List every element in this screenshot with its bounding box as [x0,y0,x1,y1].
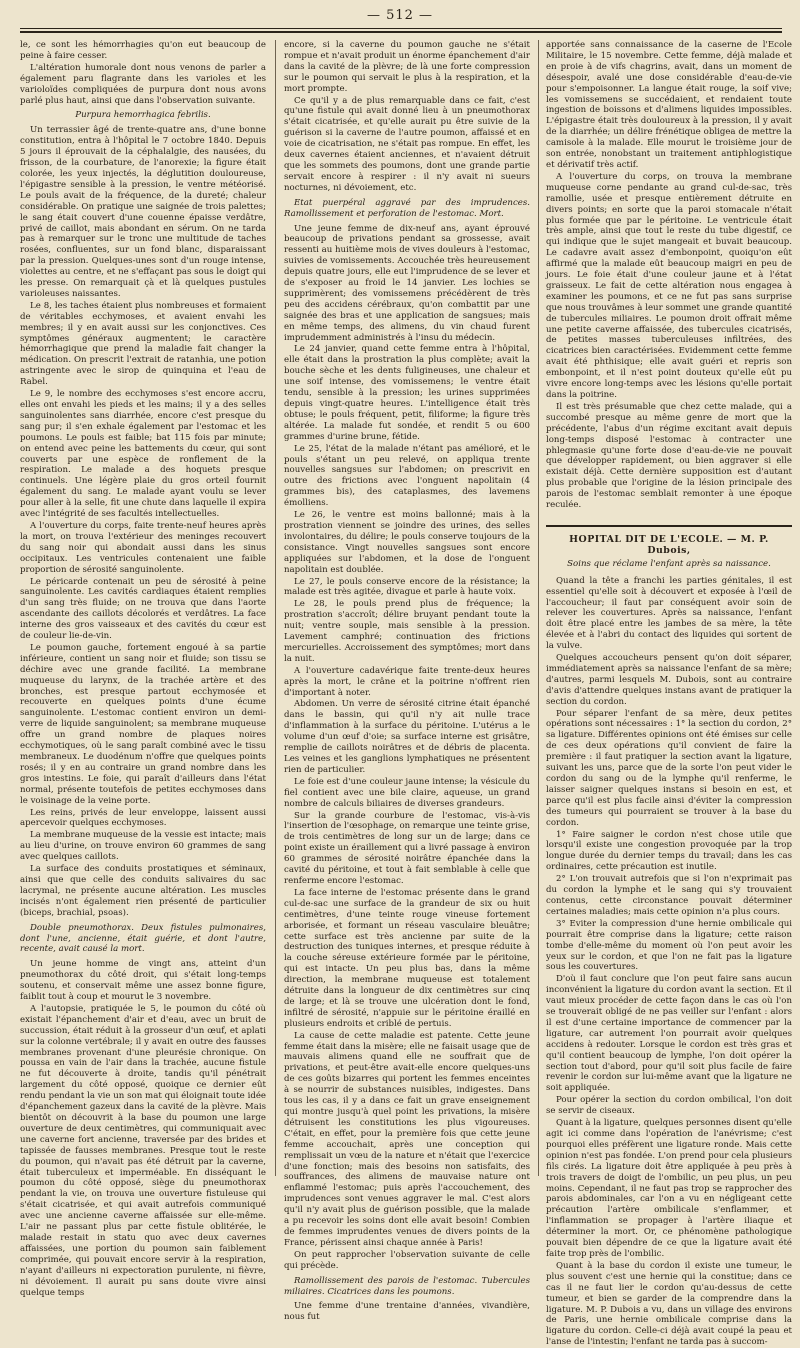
column-divider [538,40,539,1176]
header-rule [20,28,782,29]
paragraph: Une jeune femme de dix-neuf ans, ayant éprouvé beaucoup de privations pendant sa grossesse, avait ressenti au huitième mois de vives douleurs à l'estomac, suivies de vomissements. Accouchée très heureusement depuis quatre jours, elle eut l'imprudence de se lever et de s'exposer au froid le 14 janvier. Les lochies se supprimèrent; des vomissemens précédèrent de très peu des accidens cérébraux, qu'on combattit par une saignée des bras et une application de sangsues; mais en même temps, des alimens, du vin chaud furent imprudemment administrés à l'insu du médecin. [284,223,530,343]
paragraph: Quant à la ligature, quelques personnes disent qu'elle agit ici comme dans l'opération de l'anévrisme; c'est pourquoi elles préfèrent une ligature ronde. Mais cette opinion n'est pas fondée. L'on prend pour cela plusieurs fils cirés. La ligature doit être appliquée à peu près à trois travers de doigt de l'ombilic, un peu plus, un peu moins. Cependant, il ne faut pas trop se rapprocher des parois abdominales, car l'on a vu en négligeant cette précaution l'artère ombilicale s'enflammer, et l'inflammation se propager à l'artère iliaque et déterminer la mort. Or, ce phénomène pathologique pouvait bien dépendre de ce que la ligature avait été faite trop près de l'ombilic. [546,1118,792,1259]
case-title: Double pneumothorax. Deux fistules pulmonaires, dont l'une, ancienne, était guérie, et dont l'autre, recente, avait causé la mort. [20,922,266,955]
paragraph: La surface des conduits prostatiques et séminaux, ainsi que que celle des conduits salivaires du sac lacrymal, ne présente aucune altération. Les muscles incisés n'ont également rien présenté de particulier (biceps, brachial, psoas). [20,864,266,918]
paragraph: Le 9, le nombre des ecchymoses s'est encore accru, elles ont envahi les pieds et les mains; il y a des selles sanguinolentes sans diarrhée, encore c'est presque du sang pur; il s'en exhale également par l'estomac et les poumons. Le pouls est faible; bat 115 fois par minute; on entend avec peine les battements du cœur, qui sont couverts par une espèce de ronflement de la respiration. Le malade a des hoquets presque continuels. Une légère plaie du gros orteil fournit également du sang. Le malade ayant voulu se lever pour aller à la selle, fit une chute dans laquelle il expira avec l'intégrité de ses facultés intellectuelles. [20,389,266,520]
column-3 [546,40,792,1348]
header-rule-thick [20,31,782,33]
paragraph: Les reins, privés de leur enveloppe, laissent aussi apercevoir quelques ecchymoses. [20,807,266,829]
paragraph: Pour opérer la section du cordon ombilical, l'on doit se servir de ciseaux. [546,1095,792,1117]
page-number: — 512 — [366,8,434,23]
paragraph: A l'ouverture cadavérique faite trente-deux heures après la mort, le crâne et la poitrine n'offrent rien d'important à noter. [284,665,530,698]
paragraph: La cause de cette maladie est patente. Cette jeune femme était dans la misère; elle ne faisait usage que de mauvais alimens quand elle ne souffrait que de privations, et peut-être avait-elle encore quelques-uns de ces goûts bizarres qui portent les femmes enceintes à se nourrir de substances nuisibles, indigestes. Dans tous les cas, il y a dans ce fait un grave enseignement qui montre jusqu'à quel point les privations, la misère détruisent les constitutions les plus vigoureuses. C'était, en effet, pour la première fois que cette jeune femme accouchait, après une conception qui remplissait un vœu de la nature et n'était que l'exercice d'une fonction; mais des besoins non satisfaits, des souffrances, des alimens de mauvaise nature ont enflammé l'estomac; puis après l'accouchement, des imprudences sont venues aggraver le mal. C'est alors qu'il n'y avait plus de guérison possible, que la malade a pu recevoir les soins dont elle avait besoin! Combien de femmes imprudentes venues de divers points de la France, périssent ainsi chaque année à Paris! [284,1030,530,1248]
paragraph: A l'ouverture du corps, on trouva la membrane muqueuse corne pendante au grand cul-de-sac, très ramollie, usée et presque entièrement détruite en divers points; en sorte que la paroi stomacale n'était plus formée que par le péritoine. Le ventricule était très ample, ainsi que tout le reste du tube digestif, ce qui indique que le sujet mangeait et buvait beaucoup. Le cadavre avait assez d'embonpoint, quoiqu'on eût affirmé que la malade eût beaucoup maigri en peu de jours. Le foie était d'une couleur jaune et à l'état graisseux. Le fait de cette altération nous engagea à examiner les poumons, et ce ne fut pas sans surprise que nous trouvâmes à leur sommet une grande quantité de tubercules miliaires. Le poumon droit offrait même une petite caverne affaissée, des tubercules cicatrisés, de petites masses tuberculeuses infiltrées, des cicatrices bien caractérisées. Evidemment cette femme avait été phthisique; elle avait guéri et repris son embonpoint, et il n'est point douteux qu'elle eût pu vivre encore long-temps avec les lésions qu'elle portait dans la poitrine. [546,171,792,400]
paragraph: Le 28, le pouls prend plus de fréquence; la prostration s'accroît; délire bruyant pendant toute la nuit; ventre souple, mais sensible à la pression. Lavement camphré; continuation des frictions mercurielles. Accroissement des symptômes; mort dans la nuit. [284,599,530,664]
paragraph: On peut rapprocher l'observation suivante de celle qui précède. [284,1249,530,1271]
case-title: Purpura hemorrhagica febrilis. [75,110,211,121]
column-1 [20,40,266,1298]
paragraph: La membrane muqueuse de la vessie est intacte; mais au lieu d'urine, on trouve environ 60 grammes de sang avec quelques caillots. [20,830,266,863]
paragraph: A l'ouverture du corps, faite trente-neuf heures après la mort, on trouva l'extérieur des meninges recouvert du sang noir qui abondait aussi dans les sinus occipitaux. Les ventricules contenaient une faible proportion de sérosité sanguinolente. [20,520,266,575]
paragraph: Quant à la base du cordon il existe une tumeur, le plus souvent c'est une hernie qui la constitue; dans ce cas il ne faut lier le cordon qu'au-dessus de cette tumeur, et bien se garder de la comprendre dans la ligature. M. P. Dubois a vu, dans un village des environs de Paris, une hernie ombilicale comprise dans la ligature du cordon. Celle-ci déjà avait coupé la peau et l'anse de l'intestin; l'enfant ne tarda pas à succom- [546,1260,792,1348]
paragraph: Le 8, les taches étaient plus nombreuses et formaient de véritables ecchymoses, et avaient envahi les membres; il y en avait aussi sur les conjonctives. Ces symptômes généraux augmentent; le caractère hémorrhagique que prend la maladie fait changer la médication. On prescrit l'extrait de ratanhia, une potion astringente avec le sirop de quinquina et l'eau de Rabel. [20,300,266,388]
paragraph: Le 26, le ventre est moins ballonné; mais à la prostration viennent se joindre des urines, des selles involontaires, du délire; le pouls conserve toujours de la consistance. Vingt nouvelles sangsues sont encore appliquées sur l'abdomen, et la dose de l'onguent napolitain est doublée. [284,510,530,575]
paragraph: A l'autopsie, pratiquée le 5, le poumon du côté où existait l'épanchement d'air et d'eau, avec un bruit de succussion, était réduit à la grosseur d'un œuf, et aplati sur la colonne vertébrale; il y avait en outre des fausses membranes provenant d'une pleurésie chronique. On poussa en vain de l'air dans la trachée, aucune fistule ne fut découverte à droite, tandis qu'il pénétrait largement du côté opposé, quoique ce dernier eût rendu pendant la vie un son mat qui éloignait toute idée d'épanchement gazeux dans la cavité de la plèvre. Mais bientôt on découvrit à la base du poumon une large ouverture de deux centimètres, qui communiquait avec une caverne fort ancienne, traversée par des brides et tapissée de fausses membranes. Presque tout le reste du poumon, qui n'avait pas été détruit par la caverne, était tuberculeux et imperméable. En disséquant le poumon du côté opposé, siège du pneumothorax pendant la vie, on trouva une ouverture fistuleuse qui s'était cicatrisée, et qui avait autrefois communiqué avec une ancienne caverne affaissée sur elle-même. L'air ne passant plus par cette fistule oblitérée, le malade restait in statu quo avec deux cavernes affaissées, une portion du poumon sain faiblement comprimée, qui pouvait encore servir à la respiration, n'ayant d'ailleurs ni expectoration purulente, ni fièvre, ni dévoiement. Il aurait pu sans doute vivre ainsi quelque temps [20,1003,266,1298]
paragraph: Le 24 janvier, quand cette femme entra à l'hôpital, elle était dans la prostration la plus complète; avait la bouche sèche et les dents fuligineuses, une chaleur et une soif intense, des vomissemens; le ventre était tendu, sensible à la pression; les urines supprimées depuis vingt-quatre heures. L'intelligence était très obtuse; le pouls fréquent, petit, filiforme; la figure très altérée. La malade fut sondée, et rendit 5 ou 600 grammes d'urine brune, fétide. [284,344,530,442]
paragraph: Le foie est d'une couleur jaune intense; la vésicule du fiel contient avec une bile claire, aqueuse, un grand nombre de calculs biliaires de diverses grandeurs. [284,776,530,809]
column-2 [284,40,530,1323]
paragraph: Il est très présumable que chez cette malade, qui a succombé presque au même genre de mort que la précédente, l'abus d'un régime excitant avait depuis long-temps disposé l'estomac à contracter une phlegmasie qu'une forte dose d'eau-de-vie ne pouvait que développer rapidement, ou bien aggraver si elle existait déjà. Cette dernière supposition est d'autant plus probable que l'origine de la lésion principale des parois de l'estomac semblait remonter à une époque reculée. [546,401,792,511]
paragraph: 1° Faire saigner le cordon n'est chose utile que lorsqu'il existe une congestion provoquée par la trop longue durée du dernier temps du travail; dans les cas ordinaires, cette précaution est inutile. [546,829,792,873]
paragraph: Ce qu'il y a de plus remarquable dans ce fait, c'est qu'une fistule qui avait donné lieu à un pneumothorax s'était cicatrisée, et qu'elle aurait pu être suivie de la guérison si la caverne de l'autre poumon, affaissé et en voie de cicatrisation, ne s'était pas rompue. En effet, les deux cavernes étaient anciennes, et n'avaient détruit que les sommets des poumons, dont une grande partie servait encore à respirer : il n'y avait ni sueurs nocturnes, ni dévoiement, etc. [284,95,530,193]
column-divider [275,40,276,1176]
paragraph: Un terrassier âgé de trente-quatre ans, d'une bonne constitution, entra à l'hôpital le 7 octobre 1840. Depuis 5 jours il éprouvait de la céphalalgie, des nausées, du frisson, de la courbature, de l'anorexie; la figure était colorée, les yeux injectés, la déglutition douloureuse, l'épigastre sensible à la pression, le ventre météorisé. Le pouls avait de la fréquence, de la dureté; chaleur considérable. On pratique une saignée de trois palettes; le sang était couvert d'une couenne épaisse verdâtre, privé de caillot, mais abondant en sérum. On ne tarda pas à remarquer sur le tronc une multitude de taches rosées, confluentes, sur un fond blanc, disparaissant par la pression. Quelques-unes sont d'un rouge intense, violettes au centre, et ne s'effaçant pas sous le doigt qui les presse. On remarquait çà et là quelques pustules varioleuses naissantes. [20,125,266,299]
paragraph: 2° L'on trouvait autrefois que si l'on n'exprimait pas du cordon la lymphe et le sang qui s'y trouvaient contenus, cette circonstance pouvait déterminer certaines maladies; mais cette opinion n'a plus cours. [546,874,792,917]
paragraph: Une femme d'une trentaine d'années, vivandière, nous fut [284,1301,530,1323]
paragraph: Sur la grande courbure de l'estomac, vis-à-vis l'insertion de l'œsophage, on remarque une teinte grise, de trois centimètres de long sur un de large; dans ce point existe un éraillement qui a livré passage à environ 60 grammes de sérosité noirâtre épanchée dans la cavité du péritoine, et tout à fait semblable à celle que renferme encore l'estomac. [284,810,530,886]
hospital-heading: HOPITAL DIT DE L'ECOLE. — M. P. Dubois, [546,525,792,557]
paragraph: Un jeune homme de vingt ans, atteint d'un pneumothorax du côté droit, qui s'était long-temps soutenu, et conservait même une assez bonne figure, faiblit tout à coup et mourut le 3 novembre. [20,959,266,1003]
paragraph: encore, si la caverne du poumon gauche ne s'était rompue et n'avait produit un énorme épanchement d'air dans la cavité de la plèvre; de là une forte compression sur le poumon qui servait le plus à la respiration, et la mort prompte. [284,40,530,94]
paragraph: Abdomen. Un verre de sérosité citrine était épanché dans le bassin, qui qu'il n'y ait nulle trace d'inflammation à la surface du péritoine. L'utérus a le volume d'un œuf d'oie; sa surface interne est grisâtre, remplie de caillots noirâtres et de débris de placenta. Les veines et les ganglions lymphatiques ne présentent rien de particulier. [284,699,530,775]
paragraph: Le péricarde contenait un peu de sérosité à peine sanguinolente. Les cavités cardiaques étaient remplies d'un sang très fluide; on ne trouva que dans l'aorte ascendante des caillots décolorés et verdâtres. La face interne des gros vaisseaux et des cavités du cœur est de couleur lie-de-vin. [20,576,266,642]
paragraph: D'où il faut conclure que l'on peut faire sans aucun inconvénient la ligature du cordon avant la section. Et il vaut mieux procéder de cette façon dans le cas où l'on se trouverait obligé de ne pas veiller sur l'enfant : alors il est d'une certaine importance de commencer par la ligature, car autrement l'on pourrait avoir quelques accidens à redouter. Lorsque le cordon est très gras et qu'il contient beaucoup de lymphe, l'on doit opérer la section tout d'abord, pour qu'il soit plus facile de faire revenir le cordon sur lui-même avant que la ligature ne soit appliquée. [546,974,792,1094]
paragraph: La face interne de l'estomac présente dans le grand cul-de-sac une surface de la grandeur de six ou huit centimètres, d'une teinte rouge vineuse fortement arborisée, et formant un réseau vasculaire bleuâtre; cette surface est très ancienne par suite de la destruction des tuniques internes, et presque réduite à la couche séreuse extérieure formée par le péritoine, qui est intacte. Un peu plus bas, dans la même direction, la membrane muqueuse est totalement détruite dans la longueur de dix centimètres sur cinq de large; et là se trouve une ulcération dont le fond, infiltré de sérosité, n'appuie sur le péritoine éraillé en plusieurs endroits et criblé de pertuis. [284,887,530,1029]
paragraph: L'altération humorale dont nous venons de parler a également paru flagrante dans les varioles et les varioloïdes compliquées de purpura dont nous avons parlé plus haut, ainsi que dans l'observation suivante. [20,62,266,106]
hospital-subheading: Soins que réclame l'enfant après sa naissance. [567,558,771,569]
paragraph: Pour séparer l'enfant de sa mère, deux petites opérations sont nécessaires : 1° la section du cordon, 2° sa ligature. Différentes opinions ont été émises sur celle de ces deux opérations qu'il convient de faire la première : il faut pratiquer la section avant la ligature, suivant les uns, parce que de la sorte l'on peut vider le cordon du sang ou de la lymphe qu'il renferme, le laisser saigner quelques instans si besoin en est, et parce qu'il est plus facile ainsi d'éviter la compression des tumeurs qui pourraient se trouver à la base du cordon. [546,708,792,828]
paragraph: 3° Eviter la compression d'une hernie ombilicale qui pourrait être comprise dans la ligature; cette raison tombe d'elle-même du moment où l'on peut avoir les yeux sur le cordon, et que l'on ne fait pas la ligature sous les couvertures. [546,918,792,973]
paragraph: Le 27, le pouls conserve encore de la résistance; la malade est très agitée, divague et parle à haute voix. [284,576,530,598]
case-title: Ramollissement des parois de l'estomac. Tubercules miliaires. Cicatrices dans les poumons. [284,1275,530,1297]
paragraph: Quand la tête a franchi les parties génitales, il est essentiel qu'elle soit à découvert et exposée à l'œil de l'accoucheur; il faut par conséquent avoir soin de relever les couvertures. Après sa naissance, l'enfant doit être placé entre les jambes de sa mère, la tête élevée et à l'abri du contact des liquides qui sortent de la vulve. [546,575,792,652]
paragraph: Le 25, l'état de la malade n'étant pas amélioré, et le pouls s'étant un peu relevé, on appliqua trente nouvelles sangsues sur l'abdomen; on prescrivit en outre des frictions avec l'onguent napolitain (4 grammes bis), des cataplasmes, des lavemens émolliens. [284,443,530,509]
case-title: Etat puerpéral aggravé par des imprudences. Ramollissement et perforation de l'estomac. Mort. [284,197,530,219]
paragraph: le, ce sont les hémorrhagies qu'on eut beaucoup de peine à faire cesser. [20,40,266,61]
paragraph: Le poumon gauche, fortement engoué à sa partie inférieure, contient un sang noir et fluide; son tissu se déchire avec une grande facilité. La membrane muqueuse du larynx, de la trachée artère et des bronches, est presque partout ecchymosée et recouverte en quelques points d'une écume sanguinolente. L'estomac contient environ un demi-verre de liquide sanguinolent; sa membrane muqueuse offre un grand nombre de plaques noires ecchymotiques, où le sang paraît combiné avec le tissu membraneux. Le duodénum n'offre que quelques points rosés; il y en au contraire un grand nombre dans les gros intestins. Le foie, qui paraît d'ailleurs dans l'état normal, présente toutefois de petites ecchymoses dans le voisinage de la veine porte. [20,642,266,806]
paragraph: apportée sans connaissance de la caserne de l'Ecole Militaire, le 15 novembre. Cette femme, déjà malade et en proie à de vifs chagrins, avait, dans un moment de désespoir, avalé une dose considérable d'eau-de-vie pour s'empoisonner. La langue était rouge, la soif vive; les vomissemens se succédaient, et rendaient toute ingestion de boissons et d'alimens liquides impossibles. L'épigastre était très douloureux à la pression, il y avait de la diarrhée; un délire frénétique obligea de mettre la camisole à la malade. Elle mourut le troisième jour de son entrée, nonobstant un traitement antiphlogistique et dérivatif très actif. [546,40,792,170]
paragraph: Quelques accoucheurs pensent qu'on doit séparer, immédiatement après sa naissance l'enfant de sa mère; d'autres, parmi lesquels M. Dubois, sont au contraire d'avis d'attendre quelques instans avant de pratiquer la section du cordon. [546,653,792,707]
